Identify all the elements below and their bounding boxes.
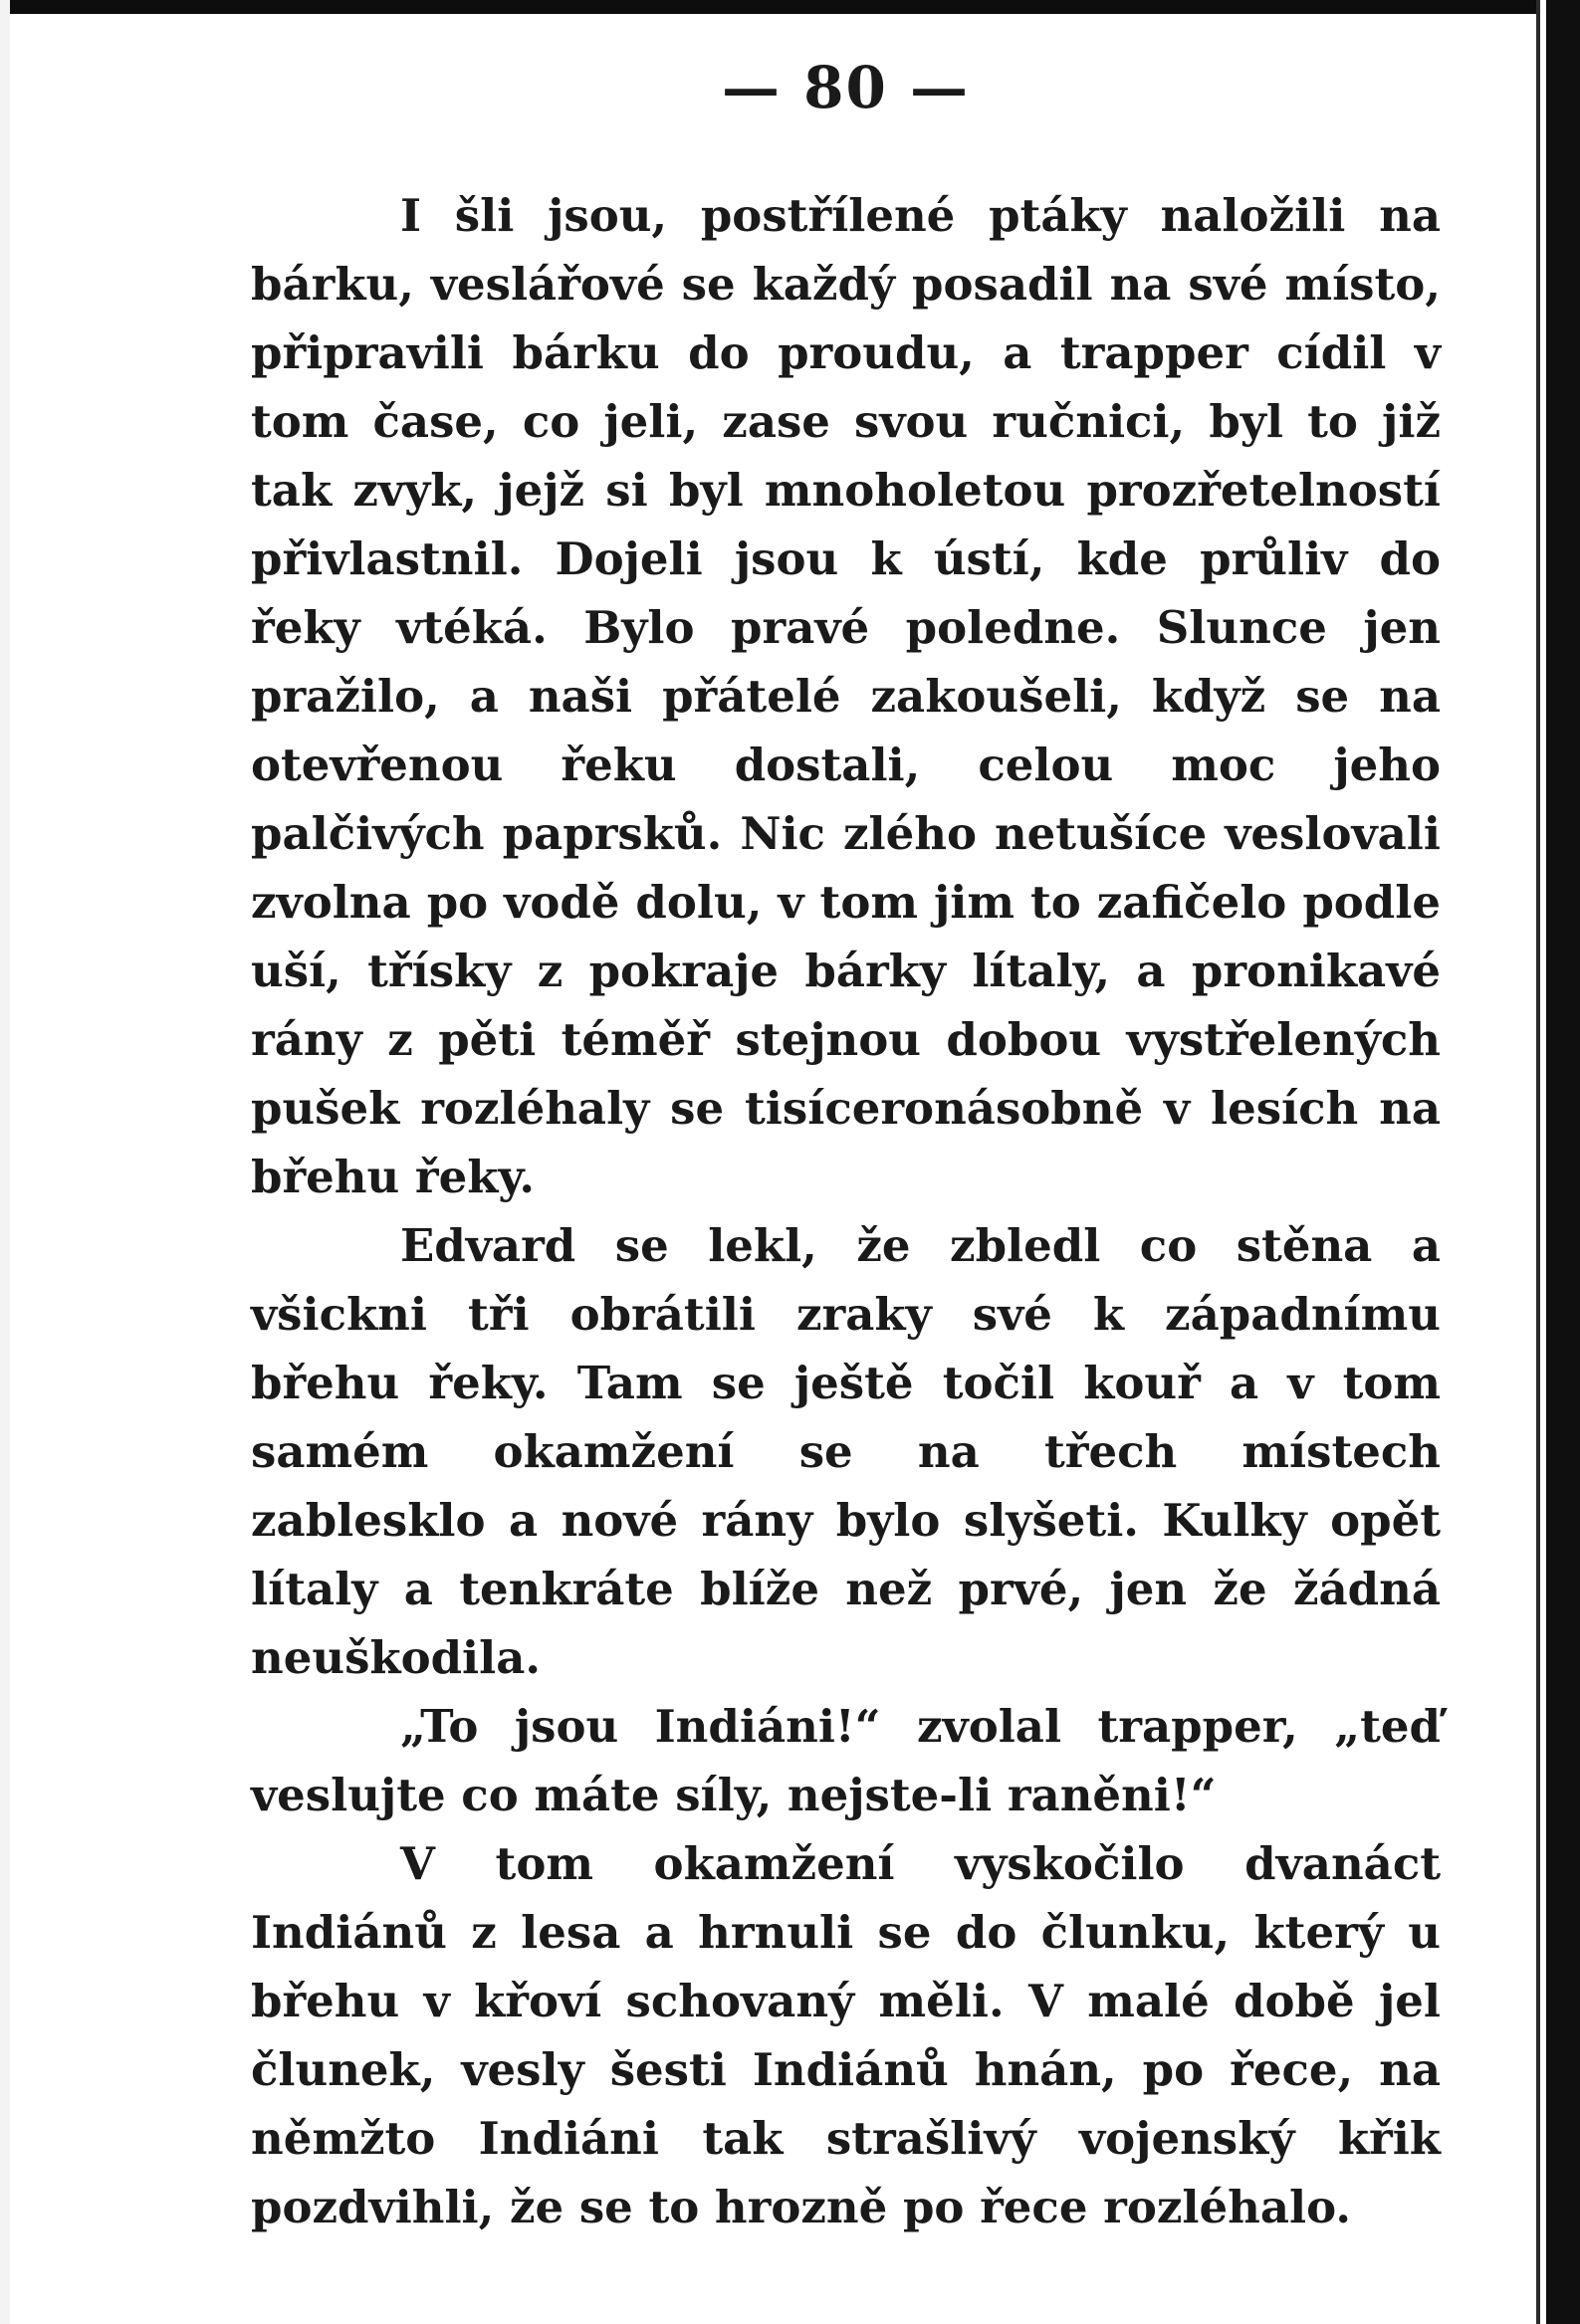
scan-right-border bbox=[1546, 0, 1580, 2324]
page-number: — 80 — bbox=[721, 54, 971, 121]
scan-left-edge bbox=[0, 0, 10, 2324]
page-body bbox=[251, 181, 1441, 2241]
scan-right-line bbox=[1536, 0, 1540, 2324]
paragraph: V tom okamžení vyskočilo dvanáct Indiánů z lesa a hrnuli se do člunku, který u břehu v křoví schovaný měli. V malé době jel člunek, vesly šesti Indiánů hnán, po řece, na němžto Indiáni tak strašlivý vojenský křik pozdvihli, že se to hrozně po řece rozléhalo. bbox=[251, 1837, 1441, 2233]
paragraph: „To jsou Indiáni!“ zvolal trapper, „teď veslujte co máte síly, nejste-li raněni!“ bbox=[251, 1700, 1441, 1821]
book-page bbox=[251, 40, 1441, 2241]
paragraph: Edvard se lekl, že zbledl co stěna a všickni tři obrátili zraky své k západnímu břehu řeky. Tam se ještě točil kouř a v tom samém okamžení se na třech místech zablesklo a nové rány bylo slyšeti. Kulky opět lítaly a tenkráte blíže než prvé, jen že žádná neuškodila. bbox=[251, 1219, 1441, 1684]
scan-top-border bbox=[0, 0, 1580, 14]
scan-right-gap bbox=[1540, 0, 1546, 2324]
paragraph: I šli jsou, postřílené ptáky naložili na bárku, veslářové se každý posadil na své místo, připravili bárku do proudu, a trapper cídil v tom čase, co jeli, zase svou ručnici, byl to již tak zvyk, jejž si byl mnoholetou prozřetelností přivlastnil. Dojeli jsou k ústí, kde průliv do řeky vtéká. Bylo pravé poledne. Slunce jen pražilo, a naši přátelé zakoušeli, když se na otevřenou řeku dostali, celou moc jeho palčivých paprsků. Nic zlého netušíce veslovali zvolna po vodě dolu, v tom jim to zafičelo podle uší, třísky z pokraje bárky lítaly, a pronikavé rány z pěti téměř stejnou dobou vystřelených pušek rozléhaly se tisíceronásobně v lesích na břehu řeky. bbox=[251, 189, 1441, 1203]
